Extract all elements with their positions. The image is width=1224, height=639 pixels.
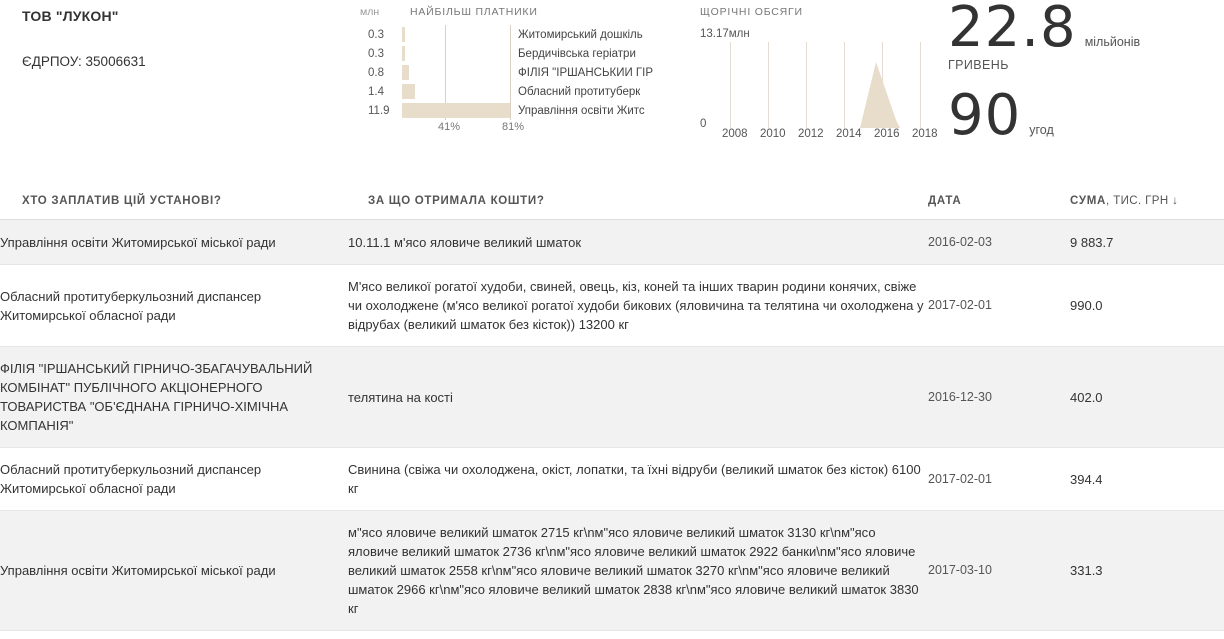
cell-payer: Обласний протитуберкульозний диспансер Житомирської обласної ради (0, 288, 262, 323)
payer-row[interactable] (360, 82, 680, 101)
payer-label: Житомирський дошкіль (518, 28, 643, 41)
cell-subject: Свинина (свіжа чи охолоджена, окіст, лопатки, та їхні відруби (великий шматок без кісток) 6100 кг (348, 462, 921, 496)
cell-date: 2016-12-30 (928, 389, 992, 404)
header (0, 0, 1224, 175)
payer-bar-wrap (402, 82, 510, 101)
payer-bar-wrap (402, 101, 510, 120)
yearly-area-shape (700, 42, 930, 128)
yearly-axis-tick: 2018 (912, 128, 938, 140)
yearly-max-label: 13.17млн (700, 28, 750, 40)
top-payers-title: НАЙБІЛЬШ ПЛАТНИКИ (410, 6, 538, 18)
total-amount-row (948, 0, 1141, 60)
payer-row[interactable] (360, 44, 680, 63)
payer-label: Бердичівська геріатри (518, 47, 636, 60)
cell-sum: 394.4 (1070, 471, 1103, 487)
column-header-sum-sub: , ТИС. ГРН ↓ (1106, 195, 1179, 207)
column-header-sum[interactable] (1070, 195, 1200, 207)
cell-payer: Управління освіти Житомирської міської ради (0, 234, 276, 250)
cell-sum: 990.0 (1070, 298, 1103, 313)
payers-gridline-81 (510, 25, 511, 120)
total-amount-unit: мільйонів (1084, 35, 1141, 49)
payer-label: Обласний протитуберк (518, 85, 641, 98)
payer-label: Управління освіти Житс (518, 104, 645, 117)
yearly-axis-tick: 2016 (874, 128, 900, 140)
cell-payer: Обласний протитуберкульозний диспансер Житомирської обласної ради (0, 462, 262, 496)
payer-value: 0.3 (368, 47, 384, 60)
company-name: ТОВ "ЛУКОН" (22, 8, 119, 24)
payer-label: ФІЛІЯ "ІРШАНСЬКИЙ ГІР (518, 66, 654, 79)
payer-row[interactable] (360, 63, 680, 82)
payer-bar (402, 27, 405, 42)
yearly-axis (722, 128, 938, 144)
payer-bar-wrap (402, 44, 510, 63)
table-row[interactable] (0, 220, 1224, 265)
cell-date: 2017-03-10 (928, 563, 992, 577)
payer-value: 0.8 (368, 66, 384, 79)
column-header-subject[interactable]: ЗА ЩО ОТРИМАЛА КОШТИ? (368, 195, 545, 207)
yearly-axis-tick: 2014 (836, 128, 862, 140)
payer-value: 1.4 (368, 85, 384, 98)
yearly-axis-tick: 2008 (722, 128, 748, 140)
yearly-plot (700, 42, 930, 128)
cell-subject: телятина на кості (348, 389, 453, 405)
column-header-sum-main: СУМА (1070, 195, 1106, 207)
total-count-value: 90 (948, 83, 1022, 148)
cell-sum: 9 883.7 (1070, 234, 1114, 250)
yearly-axis-tick: 2012 (798, 128, 824, 140)
cell-sum: 331.3 (1070, 563, 1103, 578)
table-row[interactable] (0, 448, 1224, 511)
table-header-row (0, 185, 1224, 220)
payer-value: 0.3 (368, 28, 384, 41)
total-count-row (948, 83, 1140, 148)
table-row[interactable] (0, 347, 1224, 448)
payer-bar-wrap (402, 25, 510, 44)
total-count-unit: угод (1029, 123, 1054, 137)
transactions-table (0, 185, 1224, 631)
total-amount-value: 22.8 (948, 0, 1077, 60)
cell-subject: 10.11.1 м'ясо яловиче великий шматок (348, 234, 582, 250)
payer-bar (402, 46, 405, 61)
yearly-volumes-chart (700, 6, 938, 144)
cell-date: 2017-02-01 (928, 471, 992, 486)
top-payers-unit: млн (360, 6, 380, 18)
column-header-payer[interactable]: ХТО ЗАПЛАТИВ ЦІЙ УСТАНОВІ? (22, 195, 222, 207)
payers-axis-tick: 41% (438, 121, 461, 133)
cell-sum: 402.0 (1070, 389, 1103, 405)
cell-date: 2017-02-01 (928, 298, 992, 312)
cell-date: 2016-02-03 (928, 234, 992, 249)
payers-axis (402, 120, 525, 136)
payer-bar (402, 103, 510, 118)
column-header-date[interactable]: ДАТА (928, 195, 962, 207)
top-payers-header (360, 6, 680, 18)
cell-payer: ФІЛІЯ "ІРШАНСЬКИЙ ГІРНИЧО-ЗБАГАЧУВАЛЬНИЙ КОМБІНАТ" ПУБЛІЧНОГО АКЦІОНЕРНОГО ТОВАРИСТВА "ОБ'ЄДНАНА ГІРНИЧО-ХІМІЧНА КОМПАНІЯ" (0, 361, 313, 433)
payer-row[interactable] (360, 25, 680, 44)
payer-bar (402, 84, 415, 99)
table-row[interactable] (0, 511, 1224, 631)
top-payers-chart (360, 6, 680, 136)
cell-subject: м"ясо яловиче великий шматок 2715 кг\nм"ясо яловиче великий шматок 3130 кг\nм"ясо яловиче великий шматок 2736 кг\nм"ясо яловиче великий шматок 2922 банки\nм"ясо яловиче великий шматок 2558 кг\nм"ясо яловиче великий шматок 3270 кг\nм"ясо яловиче великий шматок 2966 кг\nм"ясо яловиче великий шматок 2838 кг\nм"ясо яловиче великий шматок 3830 кг (348, 525, 919, 616)
table-row[interactable] (0, 265, 1224, 347)
yearly-title: ЩОРІЧНІ ОБСЯГИ (700, 6, 803, 18)
summary-totals (948, 0, 1141, 148)
yearly-axis-tick: 2010 (760, 128, 786, 140)
payer-row[interactable] (360, 101, 680, 120)
total-amount-currency: ГРИВЕНЬ (948, 58, 1009, 72)
cell-subject: М'ясо великої рогатої худоби, свиней, овець, кіз, коней та інших тварин родини конячих, свіже чи охолоджене (м'ясо великої рогатої худоби бикових (яловичина та телятина чи охолоджена у відрубах (великий шматок без кісток)) 13200 кг (348, 279, 924, 332)
payer-value: 11.9 (368, 104, 390, 117)
payers-axis-tick: 81% (502, 121, 525, 133)
cell-payer: Управління освіти Житомирської міської ради (0, 563, 276, 578)
payer-bar (402, 65, 409, 80)
company-code: ЄДРПОУ: 35006631 (22, 54, 146, 69)
company-block (22, 8, 342, 69)
payer-bar-wrap (402, 63, 510, 82)
top-payers-rows (360, 25, 680, 120)
yearly-zero-label: 0 (700, 118, 707, 130)
